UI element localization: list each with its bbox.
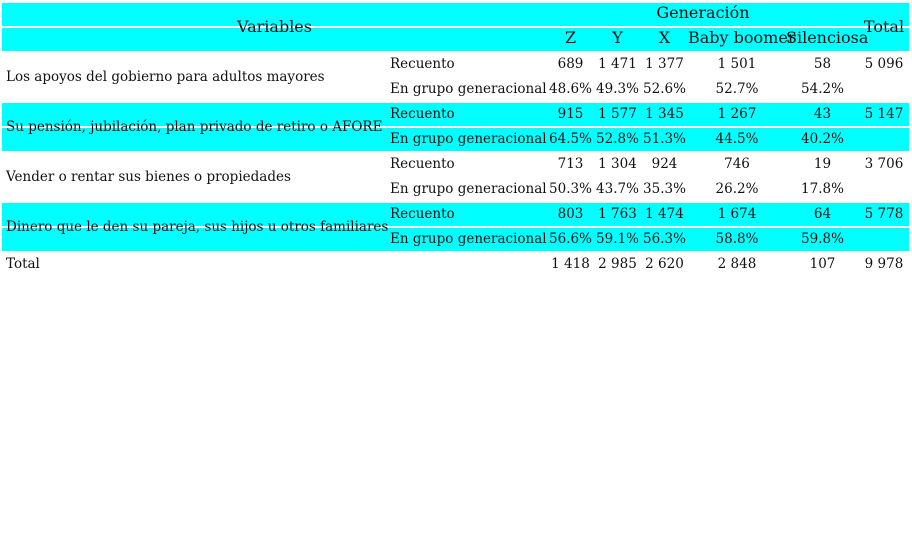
table-cell: 52.8% — [596, 131, 639, 147]
measure-label: En grupo generacional — [390, 131, 547, 147]
table-cell: 59.8% — [801, 231, 844, 247]
measure-label: En grupo generacional — [390, 231, 547, 247]
table-cell: 48.6% — [549, 81, 592, 97]
measure-label: En grupo generacional — [390, 181, 547, 197]
total-cell: 107 — [809, 256, 836, 272]
total-cell: 1 418 — [551, 256, 590, 272]
variable-label: Su pensión, jubilación, plan privado de retiro o AFORE — [6, 119, 383, 135]
header-generacion: Generación — [656, 3, 750, 22]
grand-total-cell: 9 978 — [864, 256, 904, 272]
table-cell: 1 577 — [598, 106, 637, 122]
table-cell: 58 — [813, 56, 832, 72]
table-cell: 52.6% — [643, 81, 686, 97]
row-total-cell: 5 778 — [864, 206, 904, 222]
table-cell: 40.2% — [801, 131, 844, 147]
variable-group — [2, 103, 909, 153]
table-cell: 924 — [651, 156, 678, 172]
measure-label: Recuento — [390, 106, 455, 122]
table-cell: 59.1% — [596, 231, 639, 247]
total-cell: 2 620 — [645, 256, 684, 272]
table-cell: 43 — [813, 106, 832, 122]
table-cell: 1 501 — [717, 56, 757, 72]
table-cell: 1 377 — [645, 56, 684, 72]
header-variables: Variables — [237, 17, 312, 36]
table-cell: 51.3% — [643, 131, 686, 147]
table-cell: 26.2% — [715, 181, 759, 197]
table-cell: 1 267 — [717, 106, 757, 122]
variable-label: Los apoyos del gobierno para adultos mayores — [6, 69, 325, 85]
table-cell: 19 — [813, 156, 832, 172]
table-cell: 746 — [724, 156, 750, 172]
measure-label: Recuento — [390, 156, 455, 172]
total-cell: 2 985 — [598, 256, 637, 272]
total-cell: 2 848 — [717, 256, 757, 272]
table-cell: 56.6% — [549, 231, 592, 247]
crosstab-table — [2, 3, 909, 278]
table-cell: 35.3% — [643, 181, 686, 197]
body-groups — [2, 53, 909, 253]
table-cell: 56.3% — [643, 231, 686, 247]
table-cell: 1 674 — [717, 206, 757, 222]
table-cell: 49.3% — [596, 81, 639, 97]
table-cell: 1 345 — [645, 106, 684, 122]
table-cell: 803 — [557, 206, 584, 222]
table-cell: 44.5% — [715, 131, 759, 147]
table-cell: 689 — [557, 56, 584, 72]
table-cell: 58.8% — [715, 231, 759, 247]
total-row — [2, 253, 909, 276]
col-header-silenciosa: Silenciosa — [786, 28, 869, 47]
table-cell: 64 — [813, 206, 832, 222]
measure-label: Recuento — [390, 56, 455, 72]
table-cell: 54.2% — [801, 81, 844, 97]
table-cell: 17.8% — [801, 181, 844, 197]
table-cell: 1 304 — [598, 156, 637, 172]
total-label: Total — [6, 256, 40, 272]
variable-label: Dinero que le den su pareja, sus hijos u otros familiares — [6, 219, 389, 235]
table-cell: 713 — [557, 156, 584, 172]
table-cell: 1 471 — [598, 56, 637, 72]
table-cell: 1 474 — [645, 206, 684, 222]
row-total-cell: 3 706 — [864, 156, 904, 172]
row-total-cell: 5 096 — [864, 56, 904, 72]
variable-group — [2, 153, 909, 203]
col-header-baby-boomer: Baby boomer — [688, 28, 796, 47]
row-total-cell: 5 147 — [864, 106, 904, 122]
variable-group — [2, 53, 909, 103]
col-header-y: Y — [612, 28, 623, 47]
measure-label: Recuento — [390, 206, 455, 222]
variable-group — [2, 203, 909, 253]
header-total: Total — [863, 17, 905, 36]
table-cell: 915 — [557, 106, 584, 122]
measure-label: En grupo generacional — [390, 81, 547, 97]
table-cell: 43.7% — [596, 181, 639, 197]
table-cell: 1 763 — [598, 206, 637, 222]
variable-label: Vender o rentar sus bienes o propiedades — [6, 169, 291, 185]
col-header-x: X — [658, 28, 671, 47]
table-cell: 64.5% — [549, 131, 592, 147]
table-cell: 52.7% — [715, 81, 759, 97]
col-header-z: Z — [564, 28, 577, 47]
header-block — [2, 3, 909, 53]
table-cell: 50.3% — [549, 181, 592, 197]
